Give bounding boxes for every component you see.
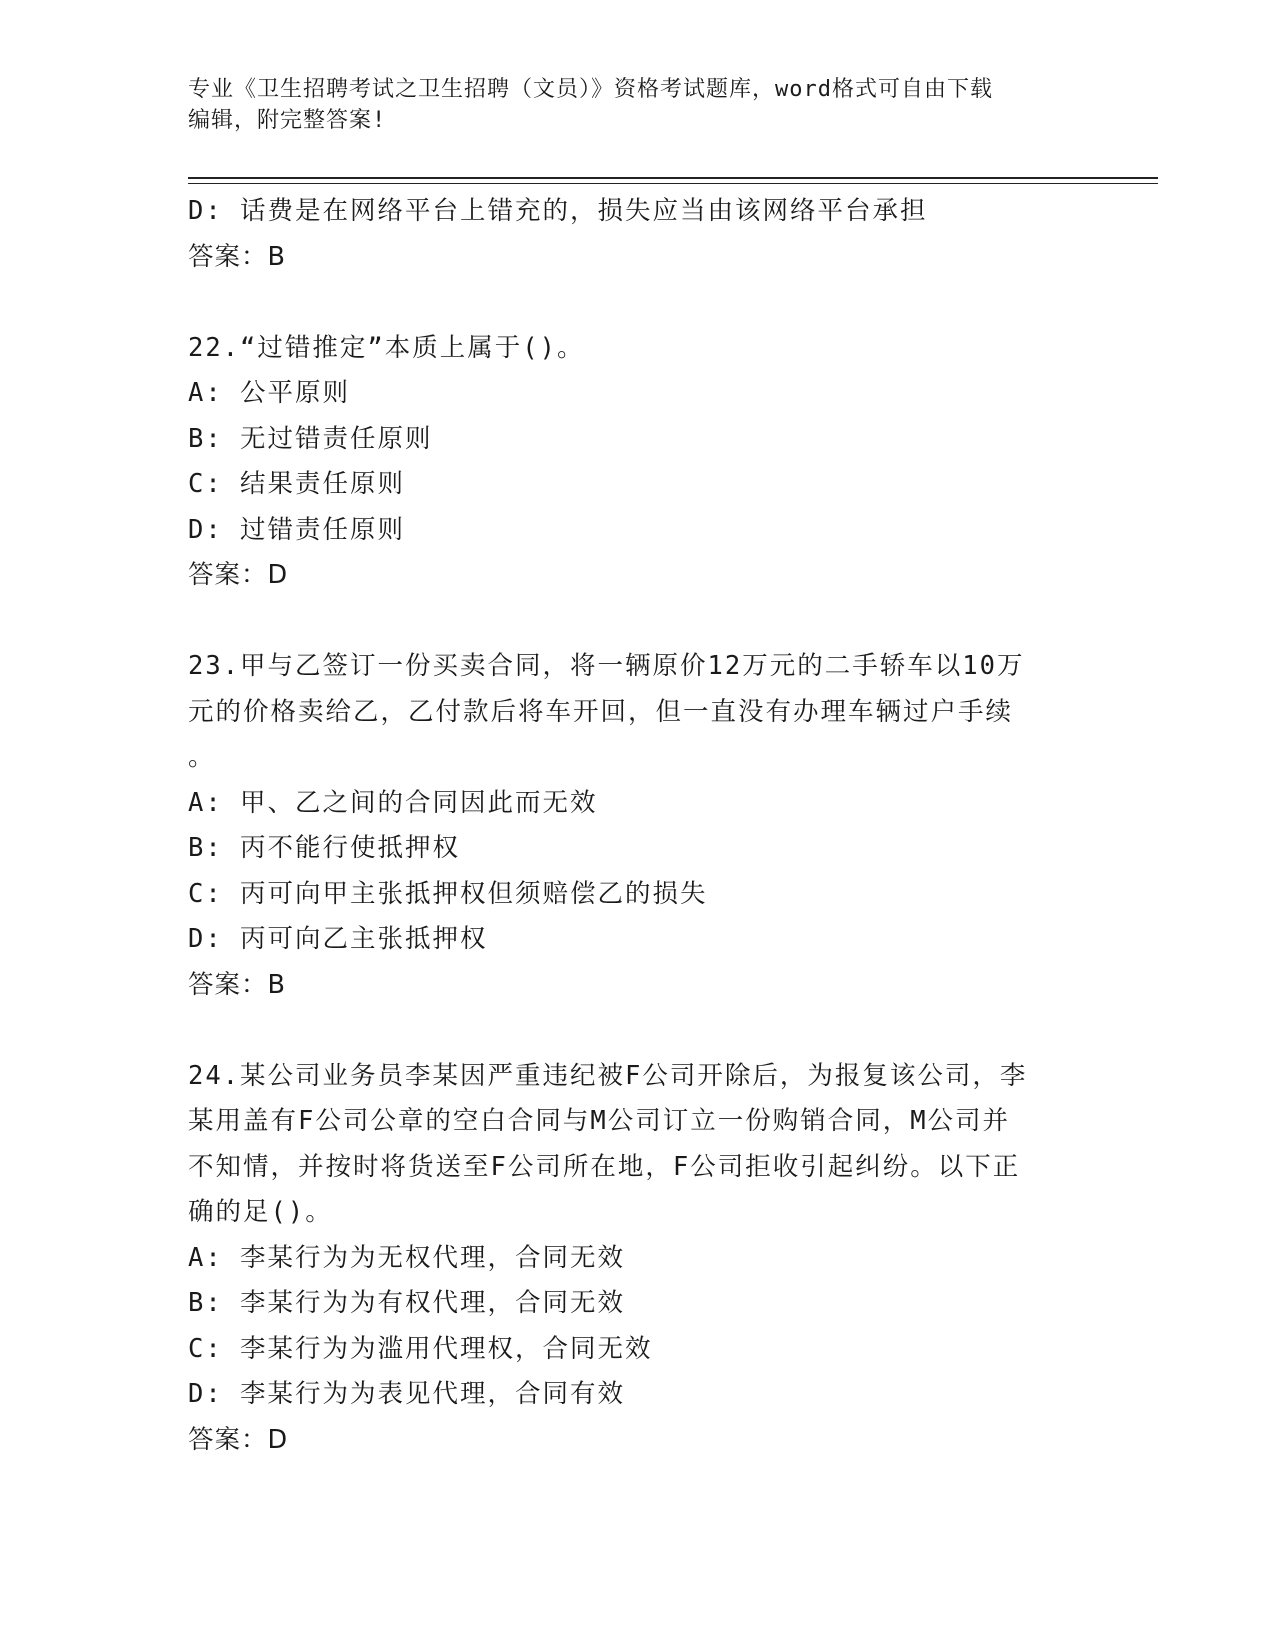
question-stem-line-3: 。: [188, 742, 216, 772]
question-list: [188, 189, 1088, 1463]
answer: 答案：D: [188, 560, 289, 590]
option-b: B: 无过错责任原则: [188, 423, 433, 454]
document-header: [188, 74, 1088, 136]
option-d: D: 过错责任原则: [188, 514, 406, 545]
question-stem-line-1: 23.甲与乙签订一份买卖合同，将一辆原价12万元的二手轿车以10万: [188, 651, 1025, 681]
spacer: [188, 1008, 1088, 1054]
option-d: D: 丙可向乙主张抵押权: [188, 924, 488, 954]
prev-option-d: D: 话费是在网络平台上错充的，损失应当由该网络平台承担: [188, 196, 928, 226]
question-stem: 22.“过错推定”本质上属于()。: [188, 332, 585, 363]
header-line-2: 编辑，附完整答案!: [188, 108, 387, 133]
option-c: C: 李某行为为滥用代理权，合同无效: [188, 1333, 653, 1364]
question-22: [188, 326, 1088, 599]
option-c: C: 结果责任原则: [188, 469, 406, 499]
prev-answer: 答案：B: [188, 241, 286, 272]
question-stem-line-2: 某用盖有F公司公章的空白合同与M公司订立一份购销合同，M公司并: [188, 1106, 1011, 1136]
spacer: [188, 280, 1088, 326]
question-stem-line-2: 元的价格卖给乙，乙付款后将车开回，但一直没有办理车辆过户手续: [188, 696, 1014, 727]
question-23: [188, 644, 1088, 1008]
question-24: [188, 1054, 1088, 1464]
option-a: A: 甲、乙之间的合同因此而无效: [188, 787, 598, 818]
option-b: B: 李某行为为有权代理，合同无效: [188, 1288, 626, 1318]
header-divider-thin: [188, 183, 1158, 184]
option-a: A: 李某行为为无权代理，合同无效: [188, 1242, 626, 1273]
option-a: A: 公平原则: [188, 378, 351, 408]
question-stem-line-4: 确的足()。: [188, 1197, 333, 1227]
question-stem-line-1: 24.某公司业务员李某因严重违纪被F公司开除后，为报复该公司，李: [188, 1060, 1028, 1091]
question-stem-line-3: 不知情，并按时将货送至F公司所在地，F公司拒收引起纠纷。以下正: [188, 1151, 1021, 1182]
spacer: [188, 599, 1088, 645]
option-b: B: 丙不能行使抵押权: [188, 833, 461, 863]
header-line-1: 专业《卫生招聘考试之卫生招聘（文员）》资格考试题库，word格式可自由下载: [188, 77, 993, 102]
answer: 答案：B: [188, 969, 286, 1000]
option-c: C: 丙可向甲主张抵押权但须赔偿乙的损失: [188, 878, 708, 909]
answer: 答案：D: [188, 1424, 289, 1455]
option-d: D: 李某行为为表见代理，合同有效: [188, 1379, 626, 1409]
header-divider-thick: [188, 177, 1158, 179]
